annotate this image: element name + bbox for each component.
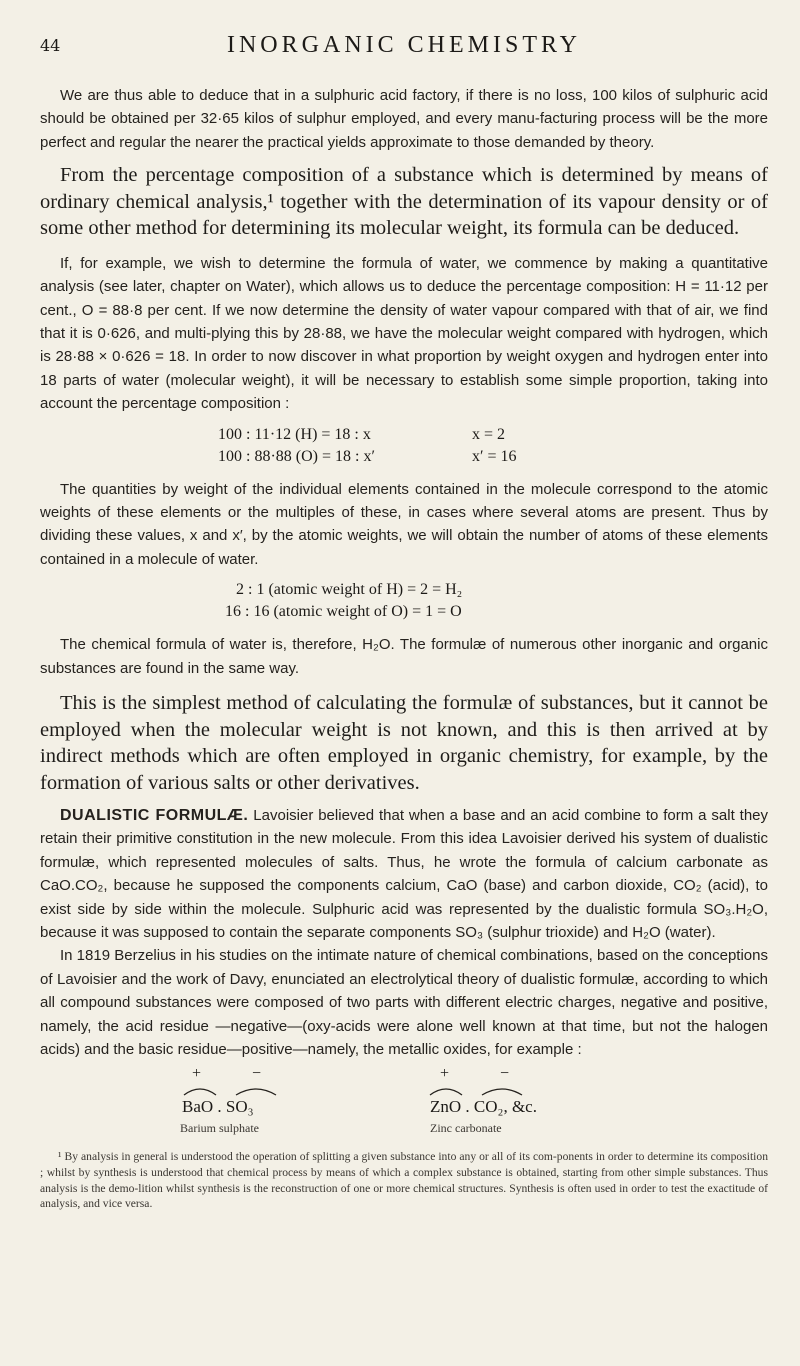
footnote-analysis: ¹ By analysis in general is understood the operation of splitting a given substance into any or all of its com-ponents in order to determine its composition ; whilst by synthesis is understood that chemical process by means of which a complex substance is obtained, starting from other simple substances. Thus analysis is the demo-lition whilst synthesis is the reconstruction of one or more chemical structures. Synthesis is often used in order to test the exactitude of analysis, and vice versa. <box>40 1150 768 1211</box>
page-number: 44 <box>40 36 61 55</box>
running-title: INORGANIC CHEMISTRY <box>226 32 581 58</box>
book-page <box>40 0 768 1212</box>
atom-count-equations <box>40 579 768 623</box>
charge-arcs-barium <box>178 1083 298 1097</box>
salt-formulas <box>40 1065 768 1145</box>
paragraph-simplest-method: This is the simplest method of calculating the formulæ of substances, but it cannot be employed when the molecular weight is not known, and this is then arrived at by indirect methods which are often employed in organic chemistry, for example, by the formation of various salts or other derivatives. <box>40 692 768 794</box>
paragraph-berzelius: In 1819 Berzelius in his studies on the intimate nature of chemical combinations, based on the conceptions of Lavoisier and the work of Davy, enunciated an electrolytical theory of dualistic formulæ, according to which all compound substances were composed of two parts with different electric charges, negative and positive, namely, the acid residue —negative—(oxy-acids were alone well known at that time, but not the halogen acids) and the basic residue—positive—namely, the metallic oxides, for example : <box>40 947 768 1059</box>
dualistic-text: Lavoisier believed that when a base and an acid combine to form a salt they retain their primitive constitution in the new molecule. From this idea Lavoisier derived his system of dualistic formulæ, which represented molecules of salts. Thus, he wrote the formula of calcium carbonate as CaO.CO₂, because he supposed the components calcium, CaO (base) and carbon dioxide, CO₂ (acid), to exist side by side within the molecule. Sulphuric acid was represented by the dualistic formula SO₃.H₂O, because it was supposed to contain the separate components SO₃ (sulphur trioxide) and H₂O (water). <box>40 807 768 942</box>
paragraph-atomic-weights: The quantities by weight of the individual elements contained in the molecule correspond to the atomic weights of these elements or the multiples of these, in cases where several atoms are present. Thus by dividing these values, x and x′, by the atomic weights, we will obtain the number of atoms of these elements contained in a molecule of water. <box>40 480 768 568</box>
barium-sulphate-caption: Barium sulphate <box>180 1121 259 1136</box>
zinc-carbonate-formula: ZnO . CO₂, &c. <box>430 1097 537 1117</box>
equation-hydrogen-atoms: 2 : 1 (atomic weight of H) = 2 = H₂ <box>236 581 463 599</box>
paragraph-dualistic-formulae <box>40 804 768 944</box>
page-header <box>40 32 768 72</box>
equation-oxygen-atoms: 16 : 16 (atomic weight of O) = 1 = O <box>225 603 462 621</box>
minus-sign-barium: − <box>252 1065 262 1083</box>
charge-arcs-zinc <box>424 1083 544 1097</box>
paragraph-water-formula: The chemical formula of water is, therefore, H₂O. The formulæ of numerous other inorganic and organic substances are found in the same way. <box>40 636 768 677</box>
section-heading-dualistic: DUALISTIC FORMULÆ. <box>60 807 249 824</box>
result-x: x = 2 <box>472 425 506 443</box>
plus-sign-zinc: + <box>440 1065 450 1083</box>
equation-hydrogen: 100 : 11·12 (H) = 18 : x <box>218 425 371 443</box>
barium-sulphate-formula: BaO . SO₃ <box>182 1097 254 1117</box>
equation-oxygen: 100 : 88·88 (O) = 18 : x′ <box>218 447 375 465</box>
paragraph-percentage-composition: From the percentage composition of a substance which is determined by means of ordinary chemical analysis,¹ together with the determination of its vapour density or of some other method for determining its molecular weight, its formula can be deduced. <box>40 164 768 240</box>
minus-sign-zinc: − <box>500 1065 510 1083</box>
plus-sign-barium: + <box>192 1065 202 1083</box>
proportion-equations <box>40 424 768 468</box>
paragraph-sulphuric-acid: We are thus able to deduce that in a sulphuric acid factory, if there is no loss, 100 kilos of sulphuric acid should be obtained per 32·65 kilos of sulphur employed, and every manu-facturing process will be the more perfect and regular the nearer the practical yields approximate to those demanded by theory. <box>40 87 768 151</box>
zinc-carbonate-caption: Zinc carbonate <box>430 1121 502 1136</box>
result-x-prime: x′ = 16 <box>472 447 517 465</box>
paragraph-water-example: If, for example, we wish to determine the formula of water, we commence by making a quantitative analysis (see later, chapter on Water), which allows us to deduce the percentage composition: H = 11·12 per cent., O = 88·8 per cent. If we now determine the density of water vapour compared with that of air, we find that it is 0·626, and multi-plying this by 28·88, we have the molecular weight compared with hydrogen, which is 28·88 × 0·626 = 18. In order to now discover in what proportion by weight oxygen and hydrogen enter into 18 parts of water (molecular weight), it will be necessary to establish some simple proportion, taking into account the percentage composition : <box>40 254 768 413</box>
